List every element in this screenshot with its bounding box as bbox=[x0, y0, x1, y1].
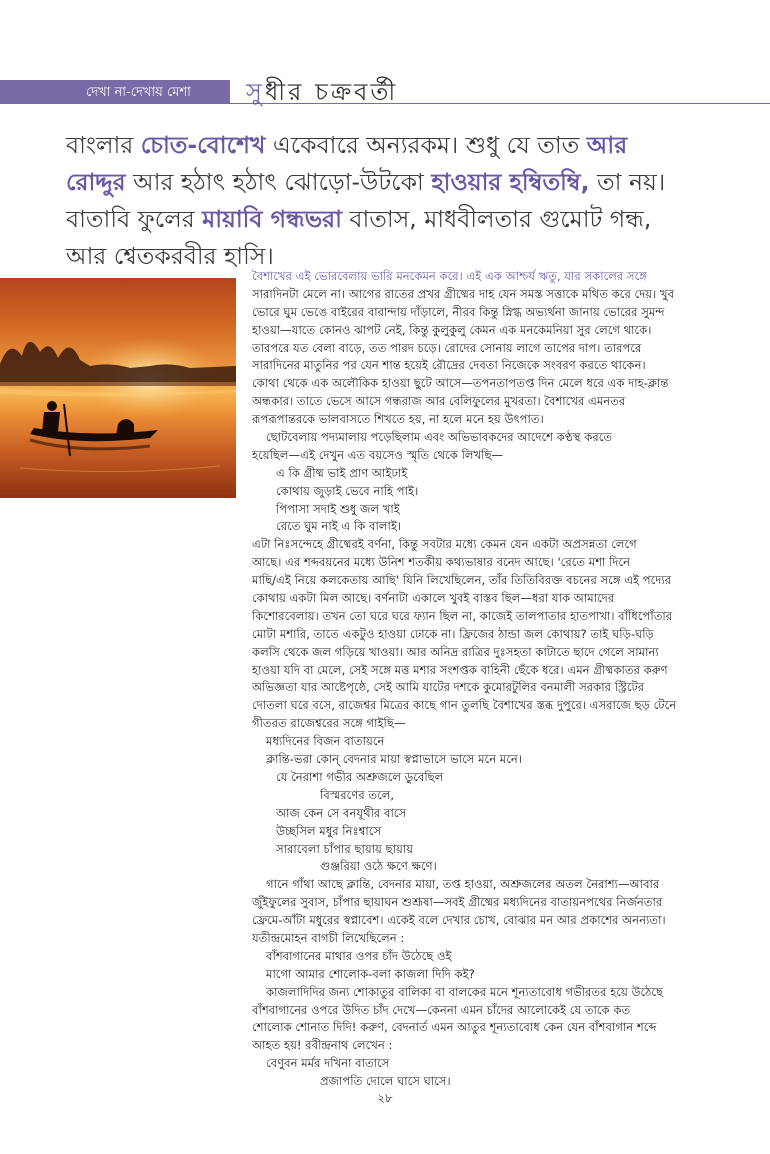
body-line: রেতে ঘুম নাই এ কি বালাই। bbox=[276, 519, 402, 534]
body-line: কাজলাদিদির জন্য শোকাতুর বালিকা বা বালকের মনে শূন্যতাবোধ গভীরতর হয়ে উঠেছে bbox=[266, 984, 664, 999]
body-line: বাঁশবাগানের মাথার ওপর চাঁদ উঠেছে ওই bbox=[266, 948, 452, 963]
body-line: মধ্যদিনের বিজন বাতায়নে bbox=[266, 734, 385, 749]
intro-text: আর হঠাৎ হঠাৎ ঝোড়ো-উটকো bbox=[125, 168, 432, 196]
body-line: অন্ধকার। তাতে ভেসে আসে গন্ধরাজ আর বেলিফুলের মুখরতা। বৈশাখের এমনতর bbox=[252, 394, 626, 409]
intro-text: একেবারে অন্যরকম। শুধু যে তাত bbox=[265, 131, 587, 159]
body-line: যে নৈরাশা গভীর অশ্রুজলে ডুবেছিল bbox=[276, 769, 444, 784]
body-line: এটা নিঃসন্দেহে গ্রীষ্মেরই বর্ণনা, কিন্তু সবটার মধ্যে কেমন যেন একটা অপ্রসন্নতা লেগে bbox=[252, 537, 637, 552]
body-line: কিশোরবেলায়। তখন তো ঘরে ঘরে ফ্যান ছিল না, কাজেই তালপাতার হাতপাখা। বাঁধিপোঁতার bbox=[252, 608, 673, 623]
intro-highlight: চোত-বোশেখ bbox=[140, 131, 266, 159]
body-line: বৈশাখের এই ভোরবেলায় ভারি মনকেমন করে। এই এক আশ্চর্য ঋতু, যার সকালের সঙ্গে bbox=[252, 269, 647, 283]
intro-text: তা নয়। bbox=[589, 168, 666, 196]
intro-line bbox=[66, 127, 756, 164]
body-line: সারাদিনটা মেলে না। আগের রাতের প্রখর গ্রীষ্মের দাহ যেন সমস্ত সত্তাকে মথিত করে দেয়। খুব bbox=[252, 286, 675, 301]
body-line: রূপরূপান্তরকে ভালবাসতে শিখতে হয়, না হলে মনে হয় উৎপাত। bbox=[252, 412, 544, 427]
body-line: কোথায় একটা মিল আছে। বর্ণনাটা একালে খুবই বাস্তব ছিল—ধরা যাক আমাদের bbox=[252, 591, 615, 606]
body-line: হাওয়া—যাতে কোনও ঝাপট নেই, কিন্তু কুলুকুলু কেমন এক মনকেমনিয়া সুর লেগে থাকে। bbox=[252, 322, 652, 337]
body-line: সারাবেলা চাঁপার ছায়ায় ছায়ায় bbox=[276, 841, 413, 856]
body-line: মাছি/এই নিয়ে কলকেতায় আছি' যিনি লিখেছিলেন, তাঁর তিতিবিরক্ত বচনের সঙ্গে এই পদ্যের bbox=[252, 573, 672, 588]
body-line: কোথা থেকে এক অলৌকিক হাওয়া ছুটে আসে—তপনতাপতপ্ত দিন মেলে ধরে এক দাহ-ক্লান্ত bbox=[252, 376, 669, 391]
intro-text: বাংলার bbox=[66, 131, 141, 159]
intro-highlight: মায়াবি গন্ধভরা bbox=[202, 205, 342, 233]
body-line: কোথায় জুড়াই ভেবে নাহি পাই। bbox=[276, 483, 419, 498]
body-line: শোলোক শোনাত দিদি! করুণ, বেদনার্ত এমন আতুর শূন্যতাবোধ কেন যেন বাঁশবাগান শব্দে bbox=[252, 1020, 657, 1035]
body-line: যতীন্দ্রমোহন বাগচী লিখেছিলেন : bbox=[252, 930, 405, 945]
body-line: ক্লান্তি-ভরা কোন্‌ বেদনার মায়া স্বপ্নাভাসে ভাসে মনে মনে। bbox=[266, 752, 522, 767]
body-line: আছে। এর শব্দবয়নের মধ্যে উনিশ শতকীয় কথ্যভাষার বনেদ আছে। 'রেতে মশা দিনে bbox=[252, 555, 631, 570]
body-line: আজ কেন সে বনযূথীর বাসে bbox=[276, 805, 407, 820]
body-line: অভিজ্ঞতা যার আষ্টেপৃষ্ঠে, সেই আমি যাটের দশকে কুমোরটুলির বনমালী সরকার স্ট্রিটের bbox=[252, 680, 645, 695]
body-line: ফ্রেমে-আঁটা মধুরের স্বপ্নাবেশ। একেই বলে দেখার চোখ, বোঝার মন আর প্রকাশের অনন্যতা। bbox=[252, 913, 666, 928]
body-line: জুঁইফুলের সুবাস, চাঁপার ছায়াঘন শুশ্রূষা—সবই গ্রীষ্মের মধ্যদিনের বাতায়নপথের নির্জনতার bbox=[252, 895, 663, 910]
author-first-syllable: সু bbox=[246, 78, 265, 106]
body-line: বেণুবন মর্মর দখিনা বাতাসে bbox=[266, 1056, 390, 1071]
intro-text: বাতাবি ফুলের bbox=[66, 205, 203, 233]
author-name bbox=[246, 74, 398, 114]
sunset-boat-photo bbox=[0, 278, 236, 498]
body-line: হয়েছিল—এই দেখুন এত বয়সেও স্মৃতি থেকে লিখছি— bbox=[252, 447, 504, 462]
article-body bbox=[252, 268, 757, 1091]
intro-highlight: রোদ্দুর bbox=[66, 168, 126, 196]
body-line: দোতলা ঘরে বসে, রাজেশ্বর মিত্রের কাছে গান তুলছি বৈশাখের স্তব্ধ দুপুরে। এসরাজে ছড় টেনে bbox=[252, 698, 677, 713]
page-number: ২৮ bbox=[377, 1091, 393, 1105]
body-line: বাঁশবাগানের ওপরে উদিত চাঁদ দেখে—কেননা এমন চাঁদের আলোকেই যে তাকে কত bbox=[252, 1002, 631, 1017]
body-line: কলসি থেকে জল গড়িয়ে খাওয়া। আর অনিদ্র রাত্রির দুঃসহতা কাটাতে ছাদে গেলে সামান্য bbox=[252, 644, 659, 659]
intro-paragraph bbox=[66, 127, 756, 275]
body-line: আহত হয়! রবীন্দ্রনাথ লেখেন : bbox=[252, 1038, 393, 1053]
body-line: গীতরত রাজেশ্বরের সঙ্গে গাইছি— bbox=[252, 716, 406, 731]
body-line: হাওয়া যদি বা মেলে, সেই সঙ্গে মত্ত মশার সংশপ্তক বাহিনী ছেঁকে ধরে। এমন গ্রীষ্মকাতর করুণ bbox=[252, 662, 668, 677]
body-line: ভোরে ঘুম ভেঙে বাইরের বারান্দায় দাঁড়ালে, নীরব কিন্তু স্নিগ্ধ অভ্যর্থনা জানায় ভোরের সুমন্দ bbox=[252, 304, 665, 319]
body-line: তারপরে যত বেলা বাড়ে, তত পারদ চড়ে। রোদের সোনায় লাগে তাপের দাপ। তারপরে bbox=[252, 340, 642, 355]
intro-line bbox=[66, 201, 756, 238]
body-line: এ কি গ্রীষ্ম ভাই প্রাণ আইঢাই bbox=[276, 465, 408, 480]
intro-text: আর শ্বেতকরবীর হাসি। bbox=[66, 242, 274, 270]
intro-line bbox=[66, 164, 756, 201]
body-line: পিপাসা সদাই শুধু জল খাই bbox=[276, 501, 400, 516]
body-line: প্রজাপতি দোলে ঘাসে ঘাসে। bbox=[320, 1074, 451, 1089]
body-line: গানে গাঁথা আছে ক্লান্তি, বেদনার মায়া, তপ্ত হাওয়া, অশ্রুজলের অতল নৈরাশ্য—আবার bbox=[266, 877, 660, 892]
body-line: উচ্ছসিল মধুর নিঃশ্বাসে bbox=[276, 823, 382, 838]
body-line: বিস্মরণের তলে, bbox=[320, 787, 395, 802]
section-label: দেখা না-দেখায় মেশা bbox=[86, 85, 191, 100]
body-line: গুঞ্জরিয়া ওঠে ক্ষণে ক্ষণে। bbox=[320, 859, 437, 874]
body-line: সারাদিনের মাতুনির পর যেন শান্ত হয়েই রৌদ্রের দেবতা নিজেকে সংবরণ করতে থাকেন। bbox=[252, 358, 646, 373]
author-name-rest: ধীর চক্রবর্তী bbox=[264, 78, 399, 106]
intro-highlight: আর bbox=[586, 131, 628, 159]
body-line: মোটা মশারি, তাতে একটুও হাওয়া ঢোকে না। ফ্রিজের ঠান্ডা জল কোথায়? তাই ঘড়ি-ঘড়ি bbox=[252, 626, 654, 641]
intro-highlight: হাওয়ার হম্বিতম্বি, bbox=[431, 168, 590, 196]
body-line: ছোটবেলায় পদ্যমালায় পড়েছিলাম এবং অভিভাবকদের আদেশে কণ্ঠস্থ করতে bbox=[266, 430, 613, 445]
body-line: মাগো আমার শোলোক-বলা কাজলা দিদি কই? bbox=[266, 966, 475, 981]
intro-text: বাতাস, মাধবীলতার গুমোট গন্ধ, bbox=[341, 205, 652, 233]
